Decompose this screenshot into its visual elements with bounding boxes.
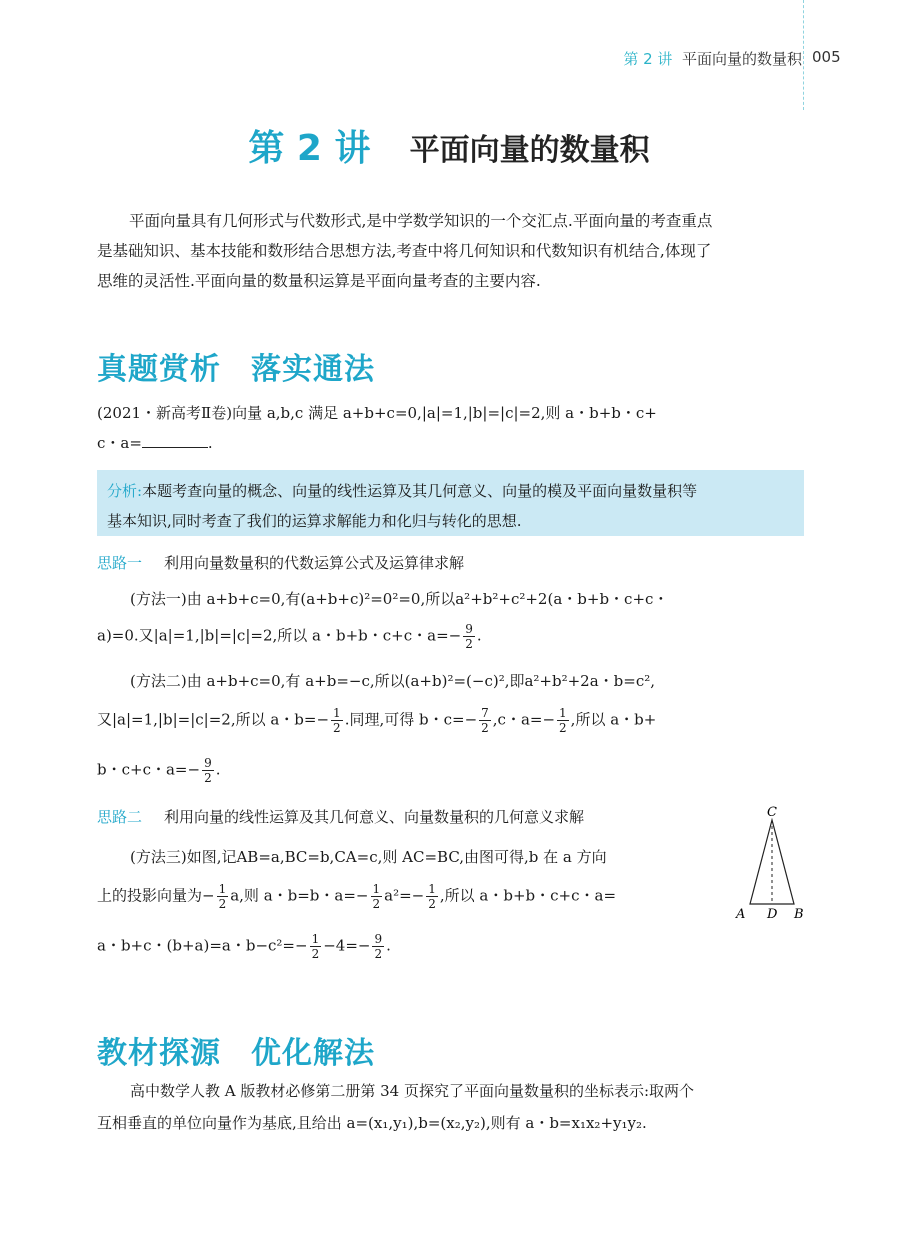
section-heading-2 [97,1028,375,1072]
analysis-label: 分析: [107,482,143,500]
page-number: 005 [812,48,841,66]
method-2-line-3: b・c+c・a=− $\frac{9}{2}$ . [97,756,221,785]
fraction-nine-halves: $\frac{9}{2}$ [374,932,383,961]
section-title-b: 落实通法 [251,352,375,387]
section-heading-1 [97,344,375,388]
answer-blank [142,433,208,448]
method-2-line-2: 又|a|=1,|b|=|c|=2,所以 a・b=− $\frac{1}{2}$ .同理,可得 b・c=− $\frac{7}{2}$ ,c・a=− $\frac{1}{2}$ ,所以 a・b+ [97,706,657,735]
problem-text: c・a= [97,434,142,452]
label-c: C [767,805,777,820]
problem-line-2: c・a= . [97,434,213,452]
idea-2-label: 思路二 [97,808,143,826]
section-2-line-1: 高中数学人教 A 版教材必修第二册第 34 页探究了平面向量数量积的坐标表示:取两个 [130,1082,695,1100]
fraction-one-half: $\frac{1}{2}$ [372,882,381,911]
method-1-line-2: a)=0.又|a|=1,|b|=|c|=2,所以 a・b+b・c+c・a=− $\frac{9}{2}$ . [97,622,482,651]
method-2-line-1: (方法二)由 a+b+c=0,有 a+b=−c,所以(a+b)²=(−c)²,即a²+b²+2a・b=c², [130,672,656,690]
label-d: D [767,907,778,922]
idea-1-label: 思路一 [97,554,143,572]
chapter-title [0,120,898,171]
method-3-line-2: 上的投影向量为− $\frac{1}{2}$ a,则 a・b=b・a=− $\frac{1}{2}$ a²=− $\frac{1}{2}$ ,所以 a・b+b・c+c・a= [97,882,617,911]
section-title-b: 优化解法 [251,1036,375,1071]
intro-paragraph [97,206,804,296]
fraction-nine-halves: $\frac{9}{2}$ [465,622,473,651]
fraction-seven-halves: $\frac{7}{2}$ [481,706,489,735]
method-3-line-3: a・b+c・(b+a)=a・b−c²=− $\frac{1}{2}$ −4=− $\frac{9}{2}$ . [97,932,391,961]
idea-2 [97,806,737,827]
header-lecture: 第 2 讲 [623,50,673,68]
fraction-one-half: $\frac{1}{2}$ [428,882,436,911]
method-3-line-1: (方法三)如图,记AB=a,BC=b,CA=c,则 AC=BC,由图可得,b 在 a 方向 [130,848,607,866]
intro-line: 是基础知识、基本技能和数形结合思想方法,考查中将几何知识和代数知识有机结合,体现了 [97,242,712,260]
analysis-box [97,470,804,536]
intro-line: 思维的灵活性.平面向量的数量积运算是平面向量考查的主要内容. [97,272,541,290]
intro-line: 平面向量具有几何形式与代数形式,是中学数学知识的一个交汇点.平面向量的考查重点 [129,212,713,230]
idea-2-text: 利用向量的线性运算及其几何意义、向量数量积的几何意义求解 [164,808,585,826]
label-b: B [794,907,804,922]
problem-line-1: (2021・新高考Ⅱ卷)向量 a,b,c 满足 a+b+c=0,|a|=1,|b|=|c|=2,则 a・b+b・c+ [97,404,657,422]
fraction-one-half: $\frac{1}{2}$ [311,932,320,961]
idea-1 [97,552,804,573]
fraction-one-half: $\frac{1}{2}$ [333,706,341,735]
analysis-line-1 [107,480,697,501]
chapter-number: 第 2 讲 [248,128,371,169]
header-title: 平面向量的数量积 [681,50,802,68]
analysis-text: 本题考查向量的概念、向量的线性运算及其几何意义、向量的模及平面向量数量积等 [142,482,698,500]
chapter-name: 平面向量的数量积 [409,133,650,168]
header-divider [803,0,804,110]
method-1-text: a)=0.又|a|=1,|b|=|c|=2,所以 a・b+b・c+c・a=− [97,626,462,645]
idea-1-text: 利用向量数量积的代数运算公式及运算律求解 [164,554,465,572]
section-title-a: 教材探源 [97,1036,221,1071]
section-2-line-2: 互相垂直的单位向量作为基底,且给出 a=(x₁,y₁),b=(x₂,y₂),则有 a・b=x₁x₂+y₁y₂. [97,1114,647,1132]
fraction-one-half: $\frac{1}{2}$ [559,706,567,735]
method-1-line-1: (方法一)由 a+b+c=0,有(a+b+c)²=0²=0,所以a²+b²+c²+2(a・b+b・c+c・ [130,590,669,608]
fraction-nine-halves: $\frac{9}{2}$ [204,756,212,785]
running-header [623,48,802,69]
analysis-line-2: 基本知识,同时考查了我们的运算求解能力和化归与转化的思想. [107,512,522,530]
fraction-one-half: $\frac{1}{2}$ [218,882,227,911]
label-a: A [736,907,746,922]
isosceles-triangle-figure [732,802,812,922]
section-title-a: 真题赏析 [97,352,221,387]
